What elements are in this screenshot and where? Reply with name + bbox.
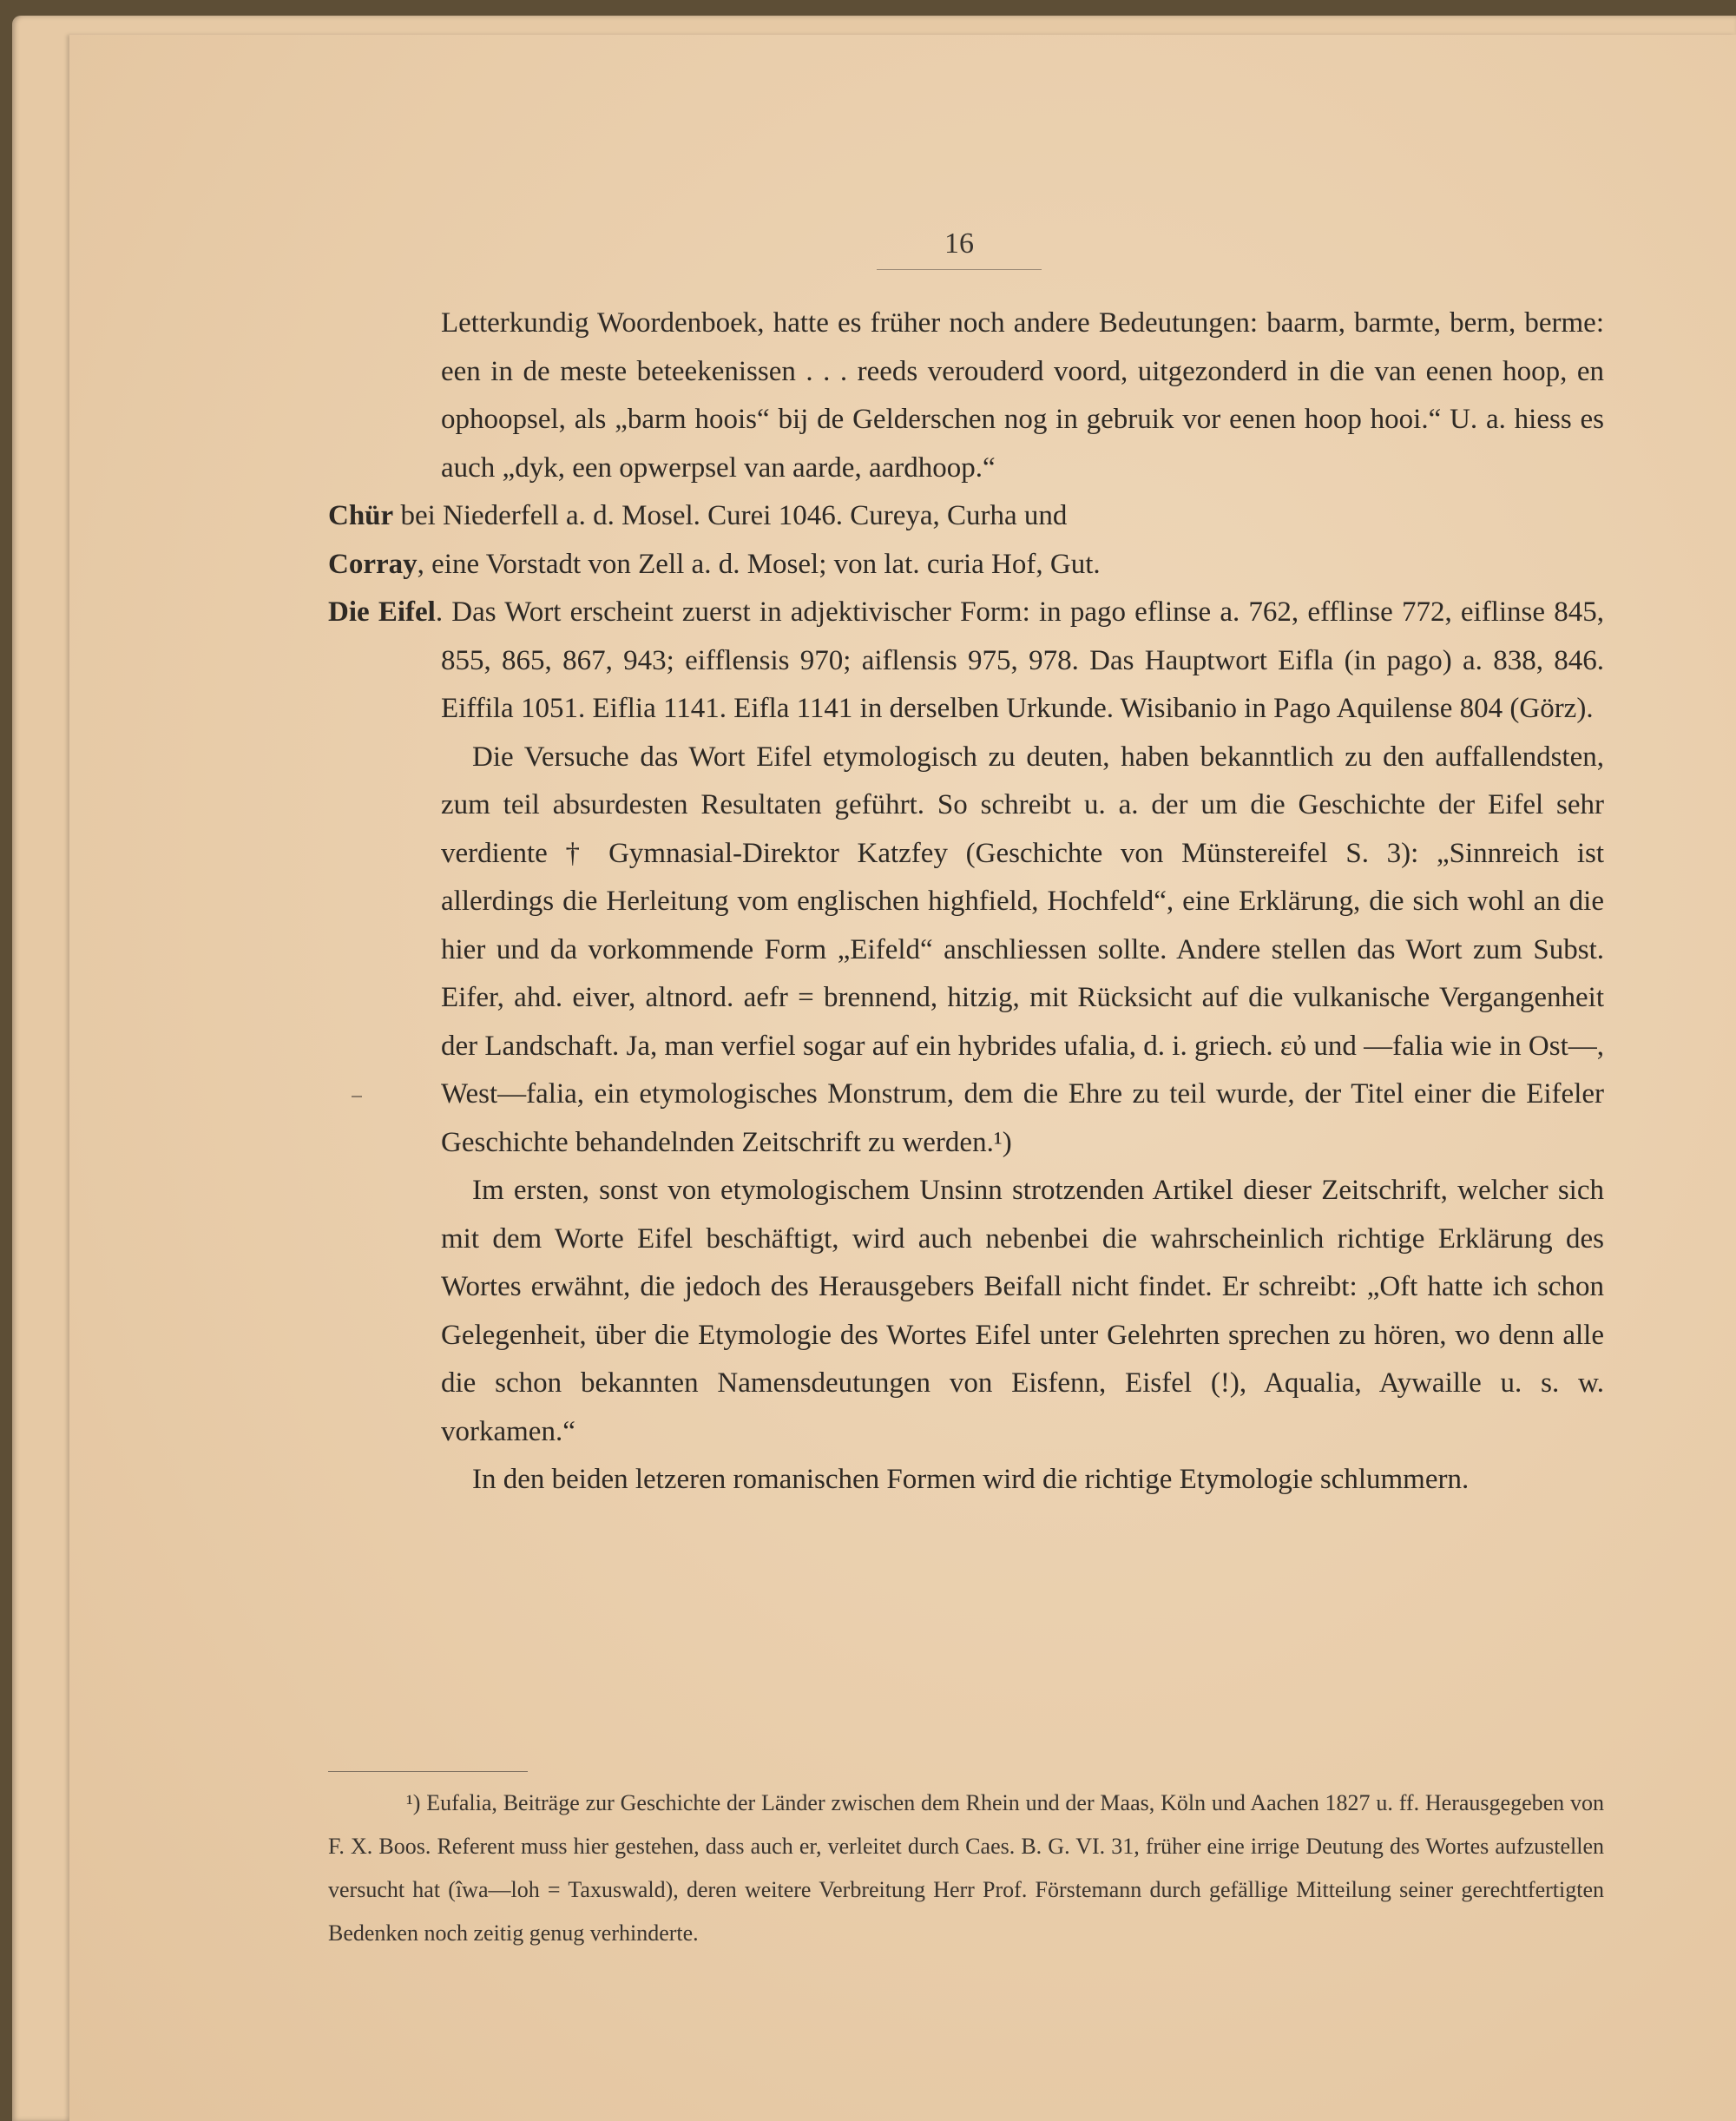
paragraph: In den beiden letzeren romanischen Formen wird die richtige Etymologie schlummern. bbox=[472, 1464, 1470, 1495]
entry-body: . Das Wort erscheint zuerst in adjektivischer Form: in pago eflinse a. 762, efflinse 772, eiflinse 845, 855, 865, 867, 943; eifflensis 970; aiflensis 975, 978. Das Hauptwort Eifla (in pago) a. 838, 846. Eiffila 1051. Eiflia 1141. Eifla 1141 in derselben Urkunde. Wisibanio in Pago Aquilense 804 (Görz). bbox=[435, 596, 1604, 724]
entry-eifel bbox=[328, 589, 1604, 734]
footnote-rule bbox=[328, 1771, 528, 1772]
page-number-rule bbox=[877, 269, 1042, 270]
body-text bbox=[328, 300, 1604, 1505]
paragraph: Die Versuche das Wort Eifel etymologisch zu deuten, haben bekanntlich zu den auffallendsten, zum teil absurdesten Resultaten geführt. So schreibt u. a. der um die Geschichte der Eifel sehr verdiente † Gymnasial-Direktor Katzfey (Geschichte von Münstereifel S. 3): „Sinnreich ist allerdings die Herleitung vom englischen highfield, Hochfeld“, eine Erklärung, die sich wohl an die hier und da vorkommende Form „Eifeld“ anschliessen sollte. Andere stellen das Wort zum Subst. Eifer, ahd. eiver, altnord. aefr = brennend, hitzig, mit Rücksicht auf die vulkanische Vergangenheit der Landschaft. Ja, man verfiel sogar auf ein hybrides ufalia, d. i. griech. εὐ und —falia wie in Ost—, West—falia, ein etymologisches Monstrum, dem die Ehre zu teil wurde, der Titel einer die Eifeler Geschichte behandelnden Zeitschrift zu werden.¹) bbox=[441, 741, 1604, 1158]
margin-mark bbox=[352, 1096, 362, 1097]
entry-chur bbox=[328, 492, 1604, 541]
entry-head: Chür bbox=[328, 500, 394, 531]
paragraph: Im ersten, sonst von etymologischem Unsinn strotzenden Artikel dieser Zeitschrift, welcher sich mit dem Worte Eifel beschäftigt, wird auch nebenbei die wahrscheinlich richtige Erklärung des Wortes erwähnt, die jedoch des Herausgebers Beifall nicht findet. Er schreibt: „Oft hatte ich schon Gelegenheit, über die Etymologie des Wortes Eifel unter Gelehrten sprechen zu hören, wo denn alle die schon bekannten Namensdeutungen von Eisfenn, Eisfel (!), Aqualia, Aywaille u. s. w. vorkamen.“ bbox=[441, 1175, 1604, 1447]
entry-head: Corray bbox=[328, 548, 418, 580]
page-number: 16 bbox=[944, 227, 974, 260]
entry-body: bei Niederfell a. d. Mosel. Curei 1046. Cureya, Curha und bbox=[393, 500, 1068, 531]
entry-body: , eine Vorstadt von Zell a. d. Mosel; von lat. curia Hof, Gut. bbox=[417, 548, 1101, 580]
entry-head: Die Eifel bbox=[328, 596, 436, 628]
footnote-1: ¹) Eufalia, Beiträge zur Geschichte der Länder zwischen dem Rhein und der Maas, Köln und Aachen 1827 u. ff. Herausgegeben von F. X. Boos. Referent muss hier gestehen, dass auch er, verleitet durch Caes. B. G. VI. 31, früher eine irrige Deutung des Wortes aufzustellen versucht hat (îwa—loh = Taxuswald), deren weitere Verbreitung Herr Prof. Förstemann durch gefällige Mitteilung seiner gerechtfertigten Bedenken noch zeitig genug verhinderte. bbox=[328, 1790, 1604, 1946]
footnotes bbox=[328, 1782, 1604, 1955]
continuation-paragraph: Letterkundig Woordenboek, hatte es früher noch andere Bedeutungen: baarm, barmte, berm, berme: een in de meste beteekenissen . . . reeds verouderd voord, uitgezonderd in die van eenen hoop, en ophoopsel, als „barm hoois“ bij de Gelderschen nog in gebruik vor eenen hoop hooi.“ U. a. hiess es auch „dyk, een opwerpsel van aarde, aardhoop.“ bbox=[441, 307, 1604, 484]
entry-corray bbox=[328, 541, 1604, 590]
